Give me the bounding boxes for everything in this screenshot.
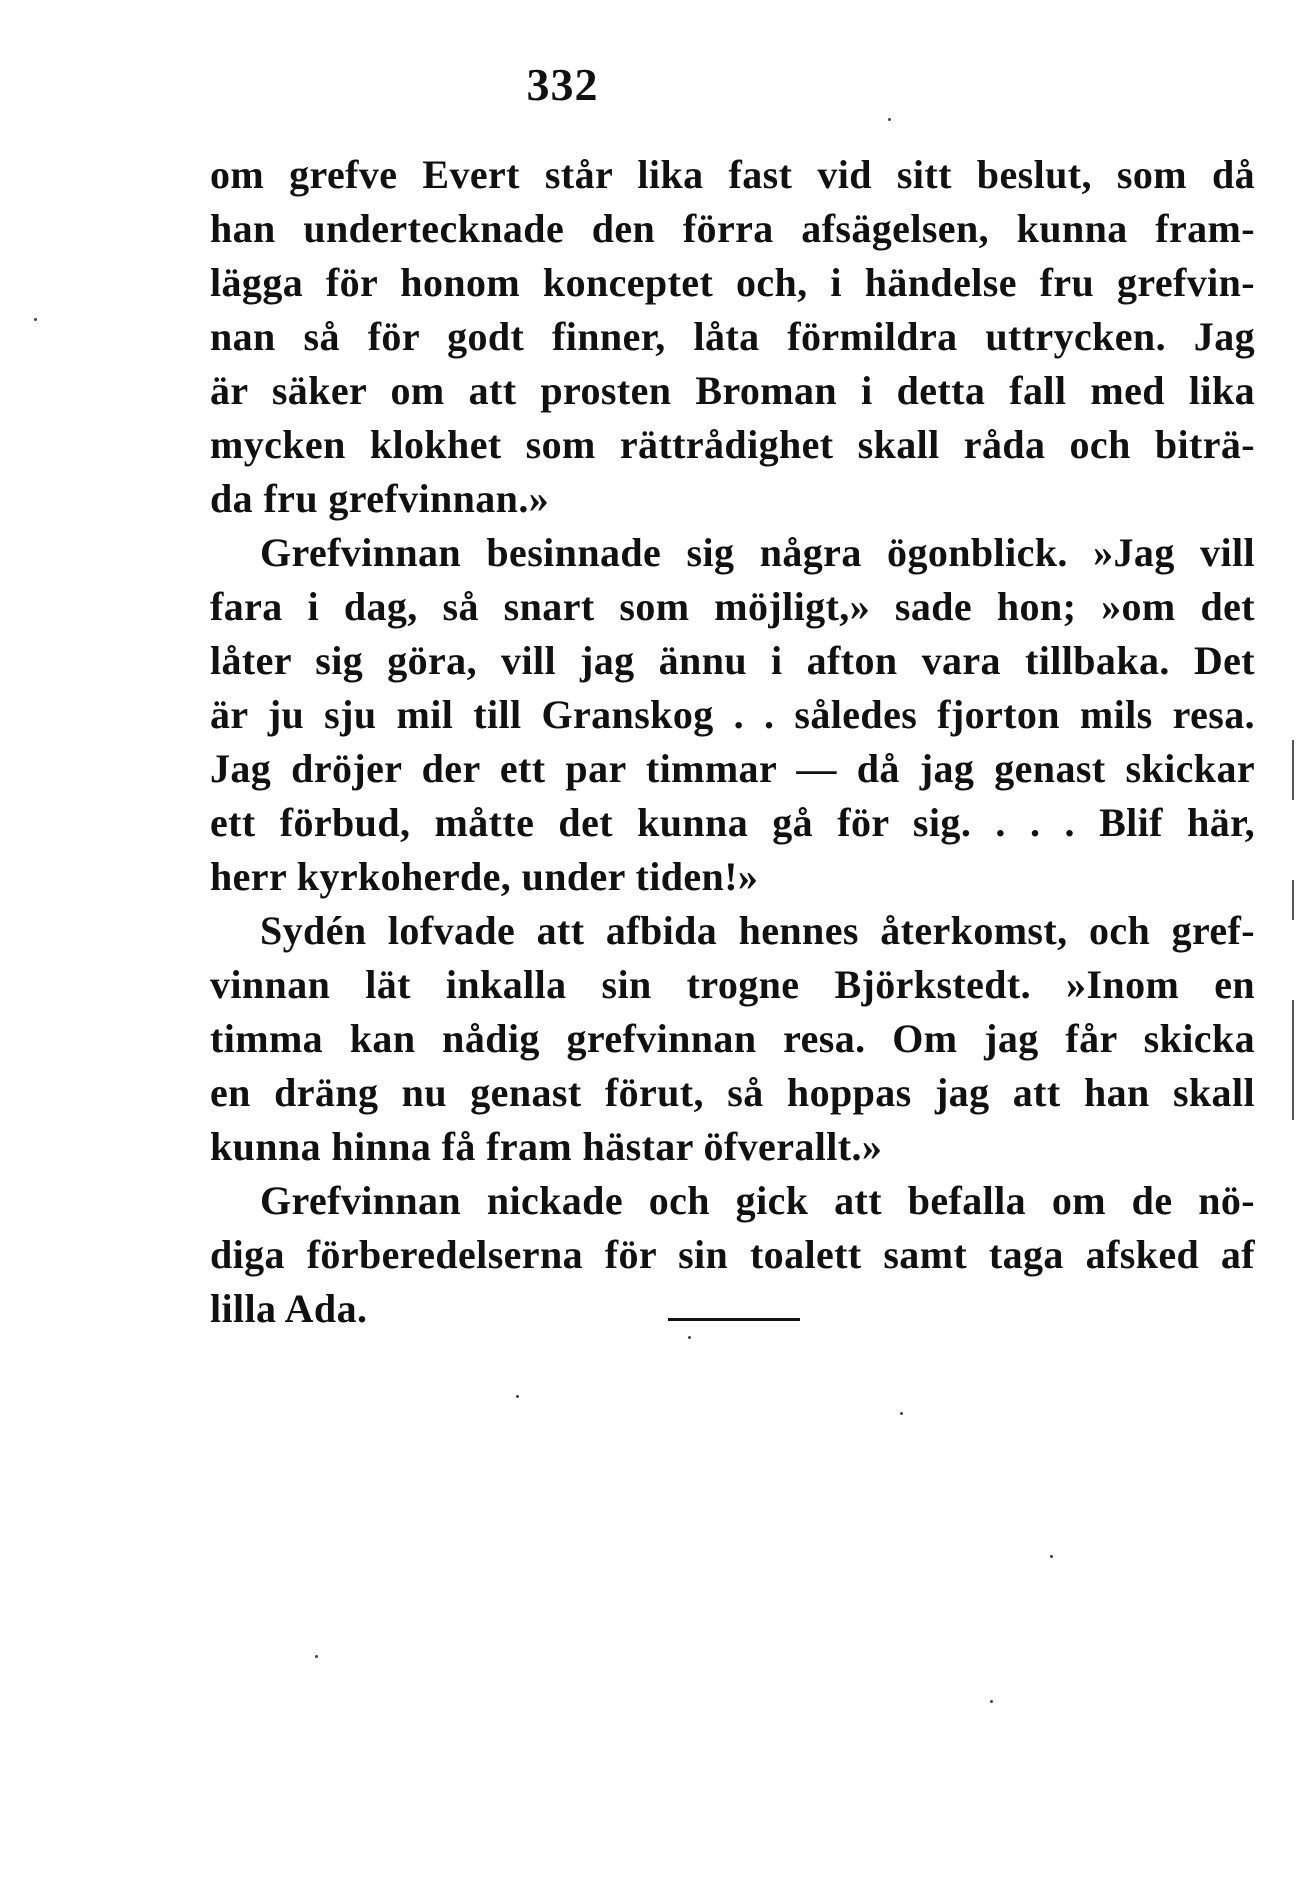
text-line: han undertecknade den förra afsägelsen, kunna fram-: [210, 206, 1255, 251]
scan-speck: [688, 1336, 691, 1339]
text-line: timma kan nådig grefvinnan resa. Om jag får skicka: [210, 1016, 1255, 1061]
text-line: diga förberedelserna för sin toalett samt taga afsked af: [210, 1232, 1255, 1277]
text-line: om grefve Evert står lika fast vid sitt beslut, som då: [210, 152, 1255, 197]
scan-speck: [34, 318, 37, 321]
text-line: kunna hinna få fram hästar öfverallt.»: [210, 1124, 883, 1169]
text-line: Jag dröjer der ett par timmar — då jag genast skickar: [210, 746, 1255, 791]
text-line: nan så för godt finner, låta förmildra uttrycken. Jag: [210, 314, 1255, 359]
text-line: vinnan lät inkalla sin trogne Björkstedt. »Inom en: [210, 962, 1255, 1007]
text-line: fara i dag, så snart som möjligt,» sade hon; »om det: [210, 584, 1255, 629]
text-line: lilla Ada.: [210, 1286, 368, 1331]
text-line: låter sig göra, vill jag ännu i afton vara tillbaka. Det: [210, 638, 1255, 683]
text-line: mycken klokhet som rättrådighet skall råda och biträ-: [210, 422, 1255, 467]
text-line: Sydén lofvade att afbida hennes återkomst, och gref-: [260, 908, 1255, 953]
text-line: herr kyrkoherde, under tiden!»: [210, 854, 759, 899]
scan-speck: [888, 118, 891, 121]
scan-speck: [1050, 1555, 1053, 1558]
text-line: är säker om att prosten Broman i detta fall med lika: [210, 368, 1255, 413]
text-line: är ju sju mil till Granskog . . således fjorton mils resa.: [210, 692, 1255, 737]
text-line: Grefvinnan besinnade sig några ögonblick. »Jag vill: [260, 530, 1255, 575]
text-line: lägga för honom konceptet och, i händelse fru grefvin-: [210, 260, 1255, 305]
end-rule: [668, 1318, 800, 1321]
page-number: 332: [526, 59, 599, 110]
scan-speck: [315, 1655, 318, 1658]
scan-speck: [516, 1395, 519, 1398]
text-line: da fru grefvinnan.»: [210, 476, 550, 521]
text-line: ett förbud, måtte det kunna gå för sig. . . . Blif här,: [210, 800, 1255, 845]
body-text: [210, 148, 1255, 1336]
scan-speck: [900, 1412, 903, 1415]
scan-edge-mark: [1292, 1000, 1294, 1120]
text-line: Grefvinnan nickade och gick att befalla om de nö-: [260, 1178, 1255, 1223]
scan-edge-mark: [1292, 880, 1294, 920]
scan-edge-mark: [1292, 740, 1294, 800]
text-line: en dräng nu genast förut, så hoppas jag att han skall: [210, 1070, 1255, 1115]
scan-speck: [990, 1700, 993, 1703]
